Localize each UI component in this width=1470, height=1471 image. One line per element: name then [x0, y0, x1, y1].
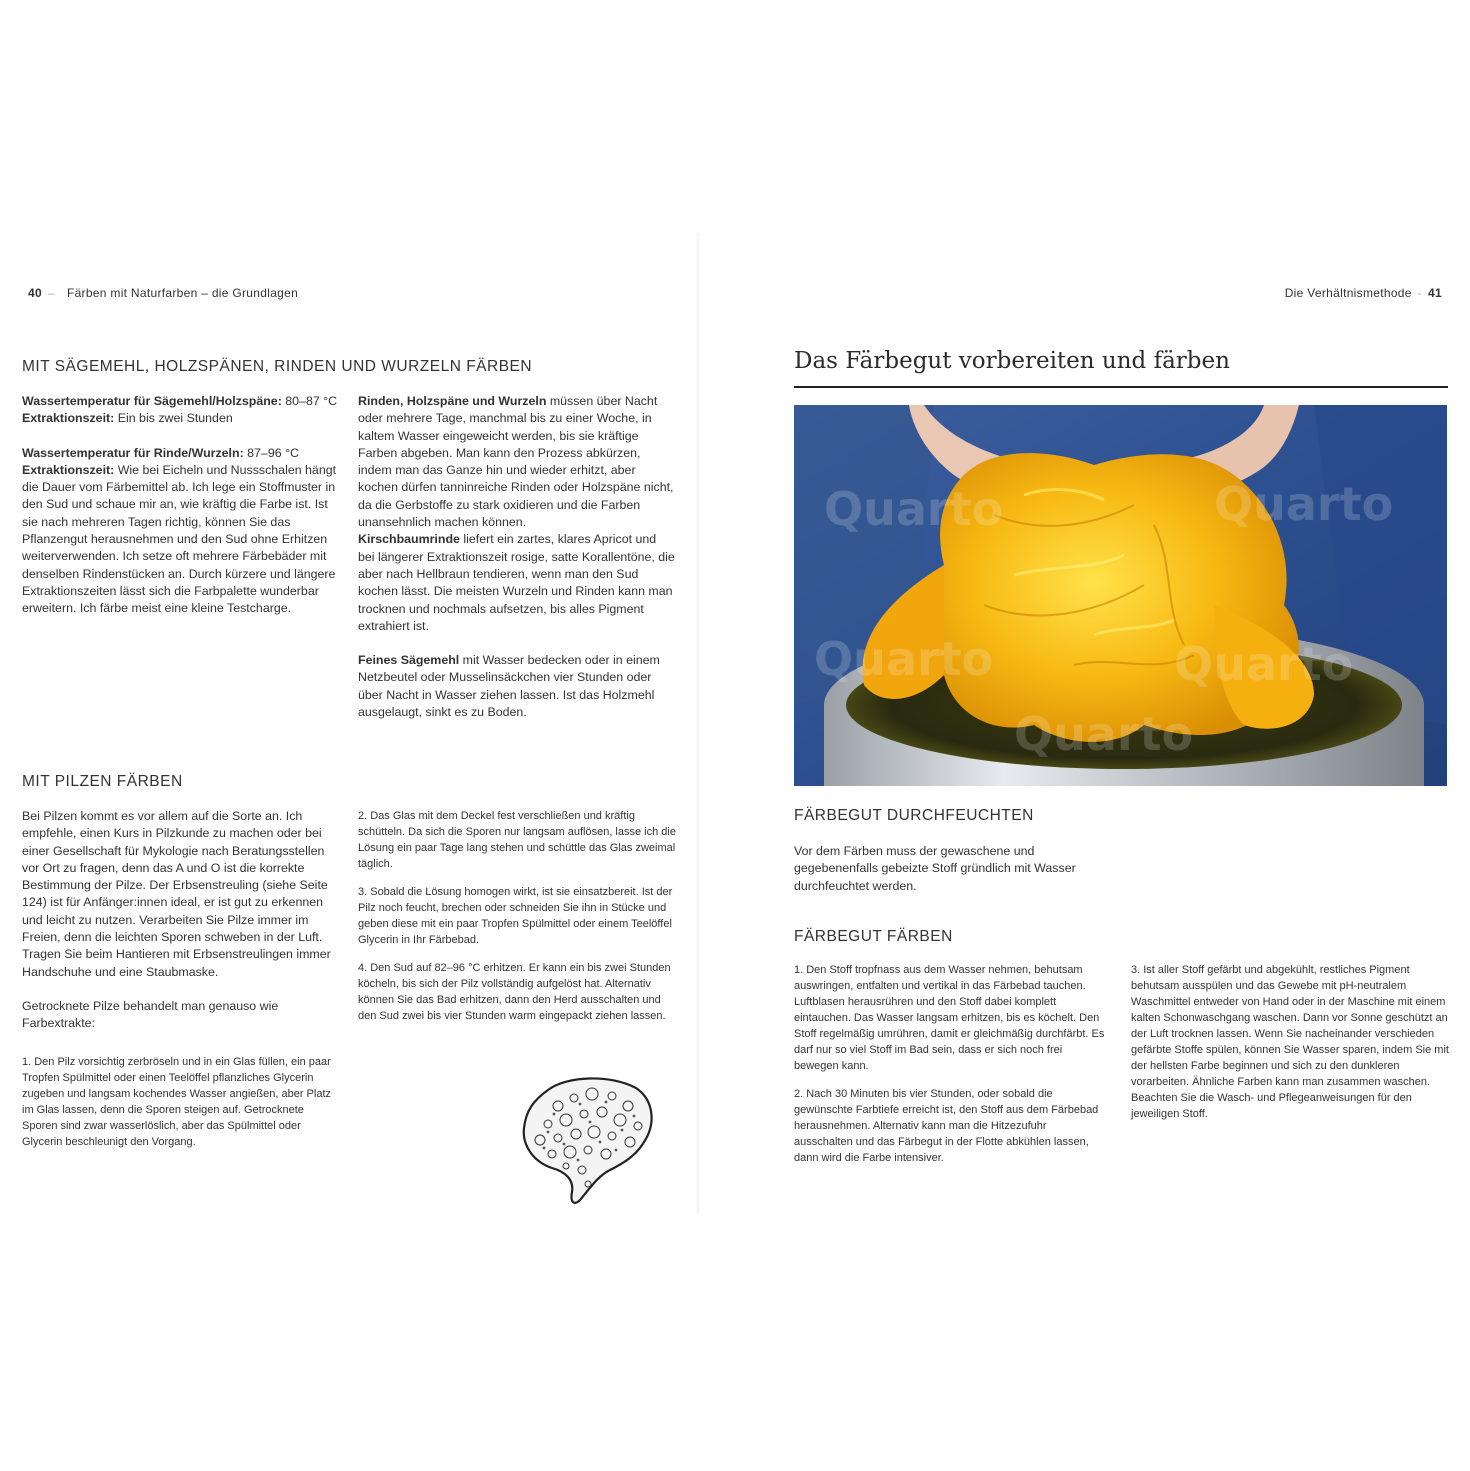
section-heading-pilze: MIT PILZEN FÄRBEN	[22, 773, 183, 790]
paragraph: Extraktionszeit: Wie bei Eicheln und Nussschalen hängt die Dauer vom Färbemittel ab. Ich lege ein Stoffmuster in den Sud und schaue mir an, wie kräftig die Farbe ist. Ist sie nach mehreren Tagen richtig, können Sie das Pflanzengut herausnehmen und den Sud ohne Erhitzen weiterverwenden. Ich setze oft mehrere Färbebäder mit denselben Rindenstücken an. Durch kürzere und längere Extraktionszeiten lässt sich die Farbpalette wunderbar erweitern. Ich färbe meist eine kleine Testcharge.	[22, 462, 337, 616]
right-running-header: Die Verhältnismethode - 41	[1284, 286, 1442, 300]
right-page-number: 41	[1428, 286, 1442, 300]
section-heading-faerben: FÄRBEGUT FÄRBEN	[794, 928, 953, 945]
paragraph: Getrocknete Pilze behandelt man genauso wie Farbextrakte:	[22, 998, 279, 1031]
section-heading-saegemehl: MIT SÄGEMEHL, HOLZSPÄNEN, RINDEN UND WURZELN FÄRBEN	[22, 358, 533, 375]
text-column-left-1	[22, 393, 340, 635]
text-column-right-1	[794, 962, 1108, 1178]
paragraph: 1. Den Stoff tropfnass aus dem Wasser nehmen, behutsam auswringen, entfalten und vertikal in das Färbebad tauchen. Luftblasen herausrühren und den Stoff dabei komplett eintauchen. Das Wasser langsam erhitzen, bis es köchelt. Den Stoff regelmäßig umrühren, damit er gleichmäßig durchfärbt. Es darf nur so viel Stoff im Bad sein, dass er sich noch frei bewegen kann.	[794, 964, 1105, 1072]
left-chapter-title: Färben mit Naturfarben – die Grundlagen	[66, 286, 299, 300]
paragraph: Wassertemperatur für Sägemehl/Holzspäne: 80–87 °C	[22, 394, 338, 408]
page-title: Das Färbegut vorbereiten und färben	[794, 348, 1230, 374]
paragraph: Extraktionszeit: Ein bis zwei Stunden	[22, 411, 233, 426]
paragraph: Feines Sägemehl mit Wasser bedecken oder in einem Netzbeutel oder Musselinsäckchen vier Stunden oder über Nacht in Wasser ziehen lassen. Ist das Holzmehl ausgelaugt, sinkt es zu Boden.	[358, 653, 660, 720]
text-column-left-2	[358, 393, 676, 738]
paragraph: 2. Das Glas mit dem Deckel fest verschließen und kräftig schütteln. Da sich die Sporen nur langsam auflösen, lasse ich die Lösung ein paar Tage lang stehen und schüttle das Glas zweimal täglich.	[358, 810, 676, 870]
puffball-illustration	[518, 1072, 658, 1207]
right-section-title: Die Verhältnismethode	[1284, 286, 1412, 300]
paragraph: 1. Den Pilz vorsichtig zerbröseln und in ein Glas füllen, ein paar Tropfen Spülmittel oder einen Teelöffel pflanzliches Glycerin zugeben und langsam kochendes Wasser angießen, aber Platz im Glas lassen, denn die Sporen steigen auf. Getrocknete Sporen sind zwar wasserlöslich, aber das Spülmittel oder Glycerin beschleunigt den Vorgang.	[22, 1056, 332, 1148]
photo-watermark: Quarto	[1174, 637, 1354, 691]
section-heading-durchfeuchten: FÄRBEGUT DURCHFEUCHTEN	[794, 807, 1034, 824]
paragraph: Rinden, Holzspäne und Wurzeln müssen über Nacht oder mehrere Tage, manchmal bis zu einer Woche, in kaltem Wasser eingeweicht werden, bis sie kräftige Farben abgeben. Man kann den Prozess abkürzen, indem man das Ganze hin und wieder erhitzt, aber kochen dürfen tanninreiche Rinden oder Holzspäne nicht, da die Gerbstoffe zu stark oxidieren und die Farben unansehnlich machen können.	[358, 394, 674, 530]
left-page-number: 40	[28, 286, 42, 300]
paragraph: 4. Den Sud auf 82–96 °C erhitzen. Er kann ein bis zwei Stunden köcheln, bis sich der Pilz vollständig aufgelöst hat. Alternativ können Sie das Bad erhitzen, dann den Herd ausschalten und den Sud zwei bis vier Stunden warm eingepackt ziehen lassen.	[358, 962, 671, 1022]
text-column-left-3b	[22, 1054, 340, 1162]
book-gutter	[696, 233, 700, 1213]
paragraph: 3. Ist aller Stoff gefärbt und abgekühlt, restliches Pigment behutsam ausspülen und das Gewebe mit pH-neutralem Waschmittel entweder von Hand oder in der Maschine mit einem kalten Schonwaschgang waschen. Dann vor Sonne geschützt an der Luft trocknen lassen. Wenn Sie nacheinander verschieden gefärbte Stoffe spülen, können Sie Wasser sparen, indem Sie mit der hellsten Farbe beginnen und sich zu den dunkleren vorarbeiten. Ähnliche Farben kann man zusammen waschen. Beachten Sie die Wasch- und Pflegeanweisungen für den jeweiligen Stoff.	[1131, 964, 1449, 1120]
paragraph: Vor dem Färben muss der gewaschene und gegebenenfalls gebeizte Stoff gründlich mit Wasser durchfeuchtet werden.	[794, 844, 1076, 893]
text-column-left-4	[358, 808, 676, 1036]
paragraph: Kirschbaumrinde liefert ein zartes, klares Apricot und bei längerer Extraktionszeit rosige, satte Korallentöne, die aber nach Hellbraun tendieren, wenn man den Sud kochen lässt. Die meisten Wurzeln und Rinden kann man trocknen und nochmals aufsetzen, bis alles Pigment extrahiert ist.	[358, 532, 675, 633]
photo-watermark: Quarto	[824, 482, 1004, 536]
paragraph: 3. Sobald die Lösung homogen wirkt, ist sie einsatzbereit. Ist der Pilz noch feucht, brechen oder schneiden Sie ihn in Stücke und geben diese mit ein paar Tropfen Spülmittel oder einem Teelöffel Glycerin in Ihr Färbebad.	[358, 886, 673, 946]
left-running-header: 40 – Färben mit Naturfarben – die Grundlagen	[28, 286, 299, 300]
paragraph: Bei Pilzen kommt es vor allem auf die Sorte an. Ich empfehle, einen Kurs in Pilzkunde zu machen oder bei einer Gesellschaft für Mykologie nach Beratungsstellen vor Ort zu fragen, denn das A und O ist die korrekte Bestimmung der Pilze. Der Erbsenstreuling (siehe Seite 124) ist für Anfänger:innen ideal, er ist gut zu erkennen und leicht zu nutzen. Verarbeiten Sie Pilze immer im Freien, denn die leichten Sporen schweben in der Luft. Tragen Sie beim Hantieren mit Erbsenstreulingen immer Handschuhe und eine Staubmaske.	[22, 809, 331, 979]
photo-watermark: Quarto	[1214, 477, 1394, 531]
title-divider	[794, 386, 1448, 388]
photo-watermark: Quarto	[1014, 707, 1194, 761]
paragraph: 2. Nach 30 Minuten bis vier Stunden, oder sobald die gewünschte Farbtiefe erreicht ist, den Stoff aus dem Färbebad herausnehmen. Alternativ kann man die Hitzezufuhr ausschalten und das Färbegut in der Flotte abkühlen lassen, dann wird die Farbe intensiver.	[794, 1088, 1099, 1164]
text-column-right-intro	[794, 843, 1106, 912]
text-column-left-3	[22, 808, 340, 1050]
photo-watermark: Quarto	[814, 632, 994, 686]
dyed-fabric-photo	[794, 405, 1447, 786]
text-column-right-2	[1131, 962, 1449, 1134]
paragraph: Wassertemperatur für Rinde/Wurzeln: 87–96 °C	[22, 445, 299, 460]
